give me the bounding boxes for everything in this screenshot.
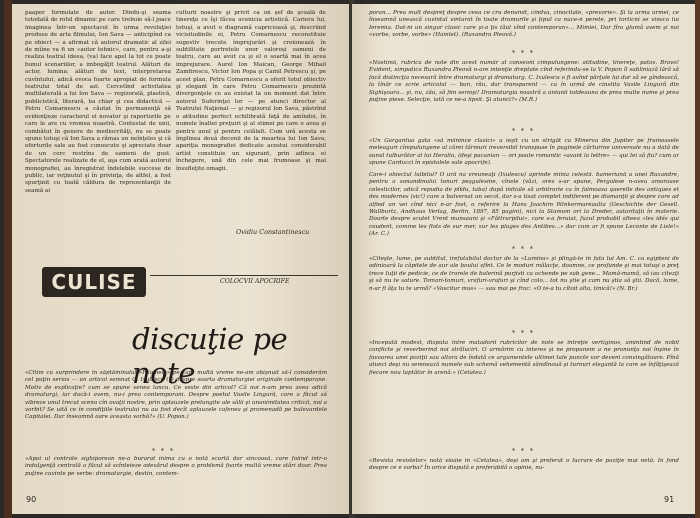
- separator: * * *: [152, 448, 175, 455]
- right-page: [352, 4, 695, 514]
- bottom-quote-block: «Apoi ul contrate sighiporean ne-a burarat inima cu o notă scurtă dar sîncoasă, care foiind intr-o indulgenţă centrală a făcut să scînteieze adevărul despre o problemă foarte multă vreme stări doar. Prea puţine cuvinte pe verbe: dramaturgie, destin, contem-: [25, 456, 327, 477]
- separator: * * *: [512, 128, 535, 135]
- right-block-6: «Începută modest, disputa între matadorii rubricilor de note se întreţie vertiginos, amintind de nobil conflicte şi reverberind noi străluciri. O urmărim cu interes şi ne propunem a ne pronunţa noi înşine în favoarea unei poziţii sau altora de îndată ce argumentele ultimei tale puncte vor deveni convingătoare. Pînă atunci deşi nu semnează numele sub schemă vehementă săndînouă şi turnuri elegantă la care se înfăţişează fiecare nou luptător în arenă.» (Cetatea.): [369, 340, 679, 376]
- left-column-1: paaper formulate de autor. Dindu-şi seama totodată de rolul dinamic pe care trebuie să-l joace imaginea într-un spectacol în urma revoluţiei produse de arta filmului, Ion Sava — anticipînd ca pe obiect — a afirmat că autorul dramatic al zilei de mîine va fi un «autor tehnic», care, pentru a-şi realiza teatral ideea, (va) face apel la tot ce poate bunul scenariilor, a imbogăţit teatrul. Alături de actor, lumina: alături de text, interpretarea cuvîntului, adică evoca foarte apropiat de formula teatrului total de azi. Cercetînd activitatea multilaterală a lui Ion Sava — regizorală, plastică, publicistică, literară, ba chiar şi cea didactică — Petru Comarnescu a căutat în permanenţă să evidenţieze caracterul ei novator şi raporturile pe care le are cu vremea noastră. Contestat de unii, combătut în genere de mediocrităţi, nu se poate spune totuşi că Ion Sava a rămas un neînţeles şi că eforturile sale au fost cunoscute şi apreciate doar de un cerc restrîns de oameni de gust. Spectatorele realizate de el, aşa cum arată autorul monografiei, au înregistrat îndelebile succese de public, iar reţinutul şi în privinţa, de altfel, a fost spurţinit cu toată căldura de reprezentanţii de seamă ai: [25, 10, 171, 194]
- separator: * * *: [512, 330, 535, 337]
- right-block-7: «Revista revistelor» notă vioaie în «Cetatea», deşi am şi preferat o lucrare de poziţie mai netă. În fond despre ce e vorba? În orice dispută e preferabilă o opinie, nu-: [369, 458, 679, 472]
- book-edge-right: [695, 0, 700, 518]
- byline-rule: [150, 275, 338, 276]
- page-number-right: 91: [664, 495, 675, 504]
- right-block-4: Care-i obiectul luibilui? O ură na vreuneaţi (Ixulescu) aprinde mînia celestă. bameriană a unei Ruxandre, pentru a sonandinului tonuri peşgulesine, cînele (văzi, ores s-ar spune, Pergolese n-avea amoroase celesticilor, adică repudia de plîdu, taba) după initiale să arbitrarie ca în falmoasa querelle des antiques et des modernes (sic!) care a bulversat un secol, dar s-a tisat complet indiferent pe diamanţii şi despre care ad alfied un vei cînd nici n-ar fost, o referire la Hans Joachim Winkermareaulta (Geschichte der Gesell. Wallburtz, Andhaus Verlag, Berlin, 1897, 85 pagini), nici la Stamom ori la Dreder, autoritaţii în materie. Doarte despre scutet Vrent mansauni şi «Făttrurpilui», care s-a feruiat, fuzul probabil alteea «les idés qui coudent, comme les flots de sur mer, sur les plages des Antibes...» dar cum ar fi spune Leconte de Lisle!» (Ar. C.): [369, 172, 679, 238]
- right-block-1: poran... Prea mult despreţ despre ceea ce cru denumit, cîndva, cinocitate, «prevorie». Şi la urma urmei, ce înseamnă unească cuvintul vinturat în toate dramurile şi ţipul ca nuce-n perete, pri torticni se vinsca lui Ieremia. Dat-ni un singur clasic care şi-a ţis tăul vînd contemporan»... Mimiei, Dar fîra glumă avem şi noi «vorbe, vorbe, vorbe» (Hamlet). (Ruxandra Pleovă.): [369, 10, 679, 39]
- separator: * * *: [512, 50, 535, 57]
- separator: * * *: [512, 246, 535, 253]
- page-number-left: 90: [26, 495, 37, 504]
- handwritten-headline: discuţie pe note: [132, 322, 288, 390]
- right-block-5: «Citeşte, lume, pe subtitul, irefutabilul doctor de la «Lumina» şi plîngă-te în fata lui Am. C. ca egipteni de odinioară la căpitele de aur ale boului sfînt. Ce le moduri mălacţe, doamne, ce profunde şi mai totuşi o preţ trece Iuţii de pedicie, ce de trarele de balerină purjisti ca ochende pe sub gene... Mamă-mamă, să iau citezţi şi să nu te sature. Tomari-tomuri, vrafuri-vrafuri şi cînd colo... tot nu ştie şi cam nu ştia să ştii. Dacă, lume, n-ar fi ăţa tu te urmă? «Vascitur mus» — sau mai pe frac: «O te-a tu cîtoit alta, tinică!» (N. Br.): [369, 256, 679, 292]
- left-page: [12, 4, 351, 514]
- book-edge-left: [4, 0, 12, 518]
- left-column-2: culturii noastre şi privit ca un şef de şcoală de tinereţe ce îşi făcea ucenicia artistică. Cariera lui, totuşi, a avut o diagramă capricioasă şi, descriind vicisitudinile ei, Petru Comarnescu reconstituie sugestiv trecute împrejurări şi creionează în subtilitate portretele unor valoroşi oameni de teatru, care au avut ca şi el o soartă mai în acea imprejurare. Aurel Ion Maican, George Mihail Zamfirescu, Victor Ion Popa şi Camil Petrescu şi, pe acest plan, Petru Comarnescu a oferit totul obiectiv şi elegant în care Petru Comarnescu prezintă divergenţele ce au existat la un moment dat între autorul Suferinţei lor — pe atunci director al Teatrului Naţional — şi regizorul Ion Sava, păstrînd o atitudine perfect echilibrată faţă de amîndoi, în numele înaltei preţuiri şi al stimei pe care o avea şi pentru unul şi pentru celălalt. Cum ură acesta se împlinea două decenii de la moartea lui Ion Sava, apariţia monografiei dedicate acestui considerabil artist constituie un sigurant, prin adînca ei închegere, ună din cele mai frumoase şi mai însufleţite omagii.: [176, 10, 326, 172]
- right-block-3: «Un Gargantua gata «să mănînce clasici» a ieşit cu un strigăt ca Minerva din Jupiter pe frumoasele meleaguri cîmpulungene al cărei tărmuri ireversibil transpuse în paginele cărturine universale nu a dată de sunul tulburător al lui Heraliu, (deşi pacanian — ori poate romantic «avant la lettre» — qui Iei să fiu? cum ar spune Carducci în epistolele sale apocrife).: [369, 138, 679, 167]
- section-title: CULISE: [51, 270, 137, 294]
- column-byline: COLOCVII APOCRIFE: [220, 278, 290, 285]
- article-signature: Ovidiu Constantinescu: [236, 228, 310, 236]
- right-block-2: «Nostimă, rubrica de note din acest număr al conseoni cîmpulungene: atitudine, tinereţe, patos. Bravo! Evident, simpatica Ruxandra Pleovă n-are intenţie dreptate cînd referindu-se la V. Popon îl subliniază lără să facă distincţia necesară între dramaturgi şi dramaturg. C. Ixulescu o fi avînd părţule lui dar să se gîndească, la tînăr ce scrie articolul — bun, rău, dar transparent — ca în urmă de cinstita Vasile Lingură din Sighişoara... şi, nu, zău, să fiin serioşi! Dramaturgia noastră a uniunii totdeauna de prea multe nume şi prea puţine piese. Selecţie, iată ce ne-a lipsit. Şi atunci?» (M.R.): [369, 60, 679, 104]
- separator: * * *: [512, 448, 535, 455]
- section-title-badge: [42, 267, 146, 297]
- italic-quote-block: «Citim cu surprindere în săptămînalul «Filomela» pe care multă vreme ne-am obişnuit să-l considerăm cel puţin serios — un articol semnat C. Ixulescu (?) despre soarta dramaturgiei originale contemporane. Motiv de explicaţie? cum se spune venea lancu. Ce veste din articol? Că noi n-am prea avea adică dramaturgi, iar dacă-i avem, nu-i prea contemporani. Despre poetul Vasile Lingură, care a făcut să vibreze unul trecut scena cîn ovaţii nostre, prin aplauzele prelungite ale sălii şi unanimitatea criticii, noi a vorbit? Se uită ce în condiţiile teatrului nu au fost decît aplauzele cafenea şi promenadă pe bulevardele Capitalei. Dar înseamnă oare aceasta vorbă?» (U. Popon.): [25, 370, 327, 421]
